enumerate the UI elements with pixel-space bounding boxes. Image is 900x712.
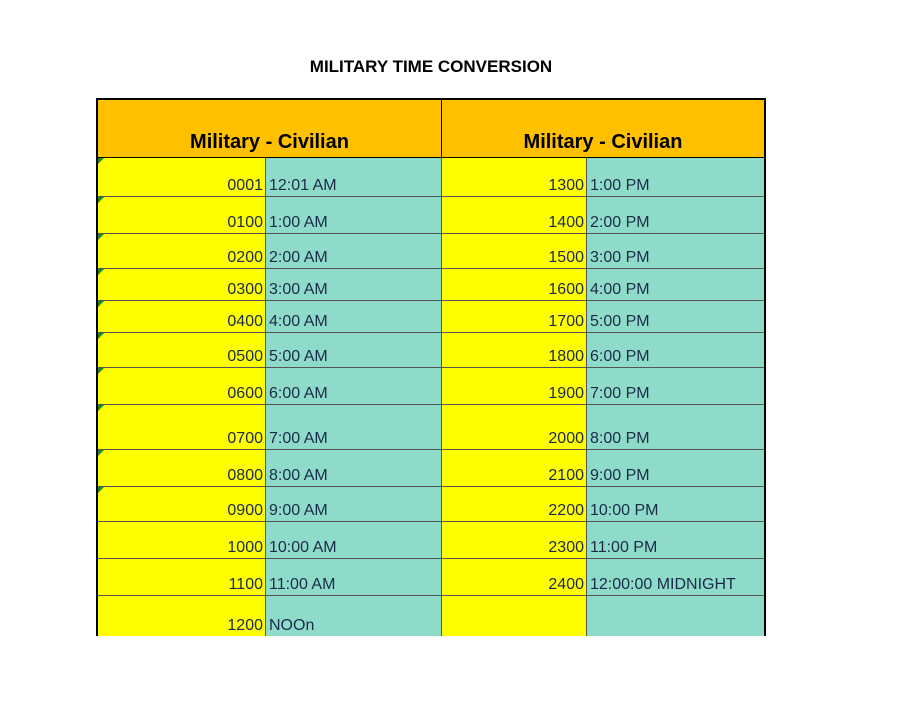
- left-civilian-cell[interactable]: 12:01 AM: [266, 158, 442, 197]
- right-civilian-cell[interactable]: 3:00 PM: [587, 234, 764, 269]
- right-military-cell[interactable]: 1800: [442, 333, 587, 368]
- left-civilian-cell[interactable]: 2:00 AM: [266, 234, 442, 269]
- left-military-cell[interactable]: 0400: [98, 301, 266, 333]
- left-civilian-cell[interactable]: 3:00 AM: [266, 269, 442, 301]
- right-military-cell[interactable]: 1600: [442, 269, 587, 301]
- right-military-cell[interactable]: 2000: [442, 405, 587, 450]
- left-military-cell[interactable]: 0300: [98, 269, 266, 301]
- right-civilian-cell[interactable]: 4:00 PM: [587, 269, 764, 301]
- right-military-cell[interactable]: 1700: [442, 301, 587, 333]
- right-military-cell[interactable]: 1500: [442, 234, 587, 269]
- left-civilian-cell[interactable]: 5:00 AM: [266, 333, 442, 368]
- left-civilian-cell[interactable]: 4:00 AM: [266, 301, 442, 333]
- right-military-cell[interactable]: 1900: [442, 368, 587, 405]
- right-military-cell[interactable]: 1400: [442, 197, 587, 234]
- left-military-cell[interactable]: 0900: [98, 487, 266, 522]
- left-military-cell[interactable]: 0001: [98, 158, 266, 197]
- right-civilian-cell[interactable]: 12:00:00 MIDNIGHT: [587, 559, 764, 596]
- right-military-cell[interactable]: [442, 596, 587, 636]
- conversion-table: [96, 98, 766, 636]
- left-military-cell[interactable]: 1100: [98, 559, 266, 596]
- right-civilian-cell[interactable]: [587, 596, 764, 636]
- right-civilian-cell[interactable]: 1:00 PM: [587, 158, 764, 197]
- left-military-cell[interactable]: 0200: [98, 234, 266, 269]
- left-military-cell[interactable]: 0800: [98, 450, 266, 487]
- right-military-cell[interactable]: 2300: [442, 522, 587, 559]
- left-civilian-cell[interactable]: 11:00 AM: [266, 559, 442, 596]
- left-military-cell[interactable]: 1200: [98, 596, 266, 636]
- left-column-header[interactable]: Military - Civilian: [98, 100, 442, 158]
- left-civilian-cell[interactable]: NOOn: [266, 596, 442, 636]
- left-civilian-cell[interactable]: 10:00 AM: [266, 522, 442, 559]
- left-military-cell[interactable]: 0500: [98, 333, 266, 368]
- right-civilian-cell[interactable]: 2:00 PM: [587, 197, 764, 234]
- left-civilian-cell[interactable]: 7:00 AM: [266, 405, 442, 450]
- right-military-cell[interactable]: 2100: [442, 450, 587, 487]
- sheet-title: MILITARY TIME CONVERSION: [309, 57, 553, 76]
- left-military-cell[interactable]: 0600: [98, 368, 266, 405]
- right-civilian-cell[interactable]: 9:00 PM: [587, 450, 764, 487]
- left-military-cell[interactable]: 1000: [98, 522, 266, 559]
- right-column-header[interactable]: Military - Civilian: [442, 100, 764, 158]
- left-civilian-cell[interactable]: 6:00 AM: [266, 368, 442, 405]
- left-military-cell[interactable]: 0700: [98, 405, 266, 450]
- right-military-cell[interactable]: 2400: [442, 559, 587, 596]
- right-military-cell[interactable]: 1300: [442, 158, 587, 197]
- left-military-cell[interactable]: 0100: [98, 197, 266, 234]
- right-civilian-cell[interactable]: 7:00 PM: [587, 368, 764, 405]
- right-civilian-cell[interactable]: 10:00 PM: [587, 487, 764, 522]
- right-civilian-cell[interactable]: 6:00 PM: [587, 333, 764, 368]
- right-civilian-cell[interactable]: 11:00 PM: [587, 522, 764, 559]
- left-civilian-cell[interactable]: 1:00 AM: [266, 197, 442, 234]
- right-military-cell[interactable]: 2200: [442, 487, 587, 522]
- right-civilian-cell[interactable]: 5:00 PM: [587, 301, 764, 333]
- left-civilian-cell[interactable]: 9:00 AM: [266, 487, 442, 522]
- left-civilian-cell[interactable]: 8:00 AM: [266, 450, 442, 487]
- right-civilian-cell[interactable]: 8:00 PM: [587, 405, 764, 450]
